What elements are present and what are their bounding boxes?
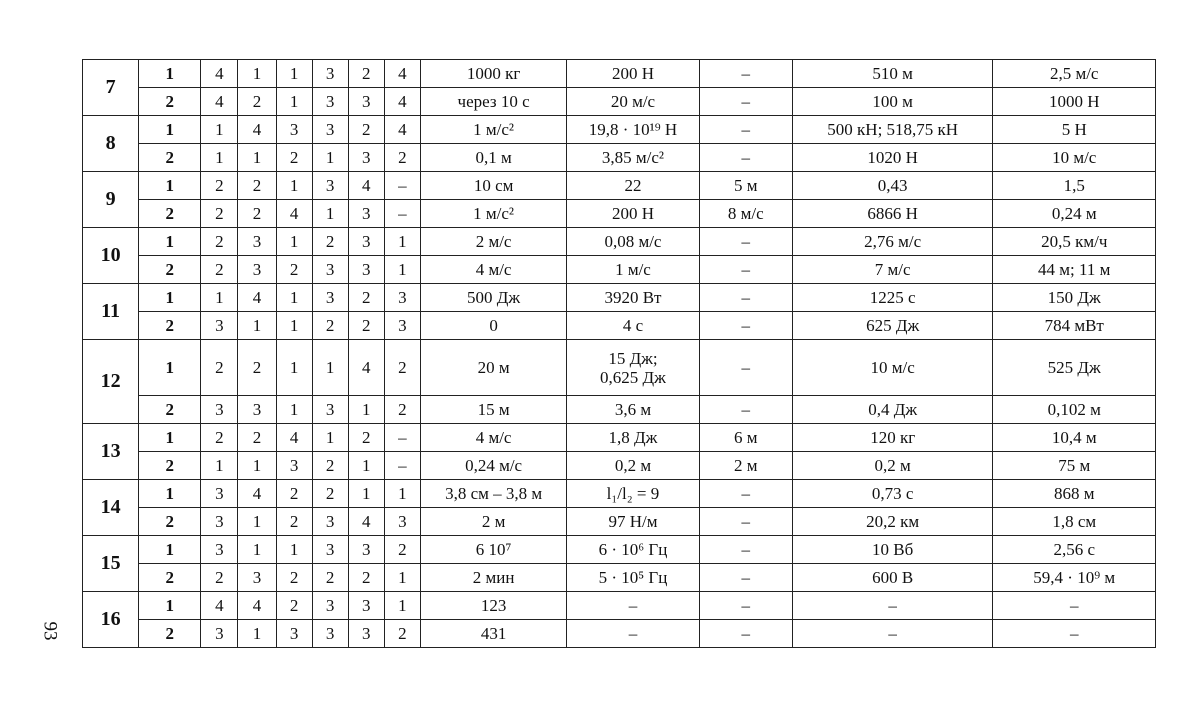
answer-value-cell: l₁/l₂ = 9 <box>567 480 699 508</box>
table-row <box>83 340 1156 396</box>
answer-value-cell: 5 · 10⁵ Гц <box>567 564 699 592</box>
choice-answer-cell: 3 <box>384 508 420 536</box>
choice-answer-cell: 2 <box>312 480 348 508</box>
table-row <box>83 256 1156 284</box>
answer-value-cell: 431 <box>420 620 566 648</box>
choice-answer-cell: – <box>384 200 420 228</box>
choice-answer-cell: 4 <box>201 88 238 116</box>
variant-number: 15 <box>83 536 139 592</box>
choice-answer-cell: 2 <box>201 424 238 452</box>
answer-value-cell: 2,56 с <box>993 536 1156 564</box>
answer-value-cell: 0,1 м <box>420 144 566 172</box>
answer-value-cell: – <box>567 620 699 648</box>
table-row <box>83 480 1156 508</box>
answer-value-cell: 0,2 м <box>567 452 699 480</box>
answer-value-cell: 6 м <box>699 424 792 452</box>
answer-value-cell: 10,4 м <box>993 424 1156 452</box>
choice-answer-cell: 3 <box>312 284 348 312</box>
table-row <box>83 620 1156 648</box>
choice-answer-cell: 2 <box>201 340 238 396</box>
answer-value-cell: – <box>699 284 792 312</box>
variant-number: 8 <box>83 116 139 172</box>
choice-answer-cell: 3 <box>348 620 384 648</box>
choice-answer-cell: 2 <box>201 200 238 228</box>
choice-answer-cell: 1 <box>238 508 276 536</box>
variant-number: 16 <box>83 592 139 648</box>
choice-answer-cell: 1 <box>312 200 348 228</box>
choice-answer-cell: 2 <box>201 564 238 592</box>
choice-answer-cell: 1 <box>238 620 276 648</box>
answer-value-cell: 120 кг <box>792 424 993 452</box>
answer-value-cell: – <box>567 592 699 620</box>
choice-answer-cell: 2 <box>384 396 420 424</box>
choice-answer-cell: 3 <box>312 536 348 564</box>
choice-answer-cell: 2 <box>384 620 420 648</box>
answer-value-cell: – <box>699 116 792 144</box>
choice-answer-cell: 4 <box>201 60 238 88</box>
answer-value-cell: 20 м/с <box>567 88 699 116</box>
choice-answer-cell: 2 <box>348 312 384 340</box>
answer-value-cell: 1,8 Дж <box>567 424 699 452</box>
choice-answer-cell: 4 <box>384 88 420 116</box>
answer-value-cell: 10 Вб <box>792 536 993 564</box>
table-row <box>83 564 1156 592</box>
table-row <box>83 312 1156 340</box>
choice-answer-cell: 2 <box>238 424 276 452</box>
choice-answer-cell: – <box>384 452 420 480</box>
choice-answer-cell: 1 <box>384 228 420 256</box>
answer-value-cell: – <box>792 592 993 620</box>
choice-answer-cell: 1 <box>276 172 312 200</box>
answer-value-cell: 0,102 м <box>993 396 1156 424</box>
choice-answer-cell: 1 <box>201 452 238 480</box>
table-row <box>83 116 1156 144</box>
subvariant-number: 1 <box>139 480 201 508</box>
table-row <box>83 284 1156 312</box>
answer-value-cell: 3,8 см – 3,8 м <box>420 480 566 508</box>
choice-answer-cell: 1 <box>238 536 276 564</box>
choice-answer-cell: 3 <box>312 620 348 648</box>
choice-answer-cell: 2 <box>201 228 238 256</box>
choice-answer-cell: 4 <box>384 60 420 88</box>
answer-value-cell: 0,4 Дж <box>792 396 993 424</box>
answer-value-cell: 1 м/с² <box>420 116 566 144</box>
choice-answer-cell: 4 <box>348 340 384 396</box>
choice-answer-cell: 3 <box>201 480 238 508</box>
answer-value-cell: 200 Н <box>567 60 699 88</box>
choice-answer-cell: 1 <box>276 60 312 88</box>
choice-answer-cell: 2 <box>348 564 384 592</box>
choice-answer-cell: 1 <box>238 312 276 340</box>
answer-value-cell: – <box>699 620 792 648</box>
answer-value-cell: 19,8 · 10¹⁹ Н <box>567 116 699 144</box>
answer-value-cell: 0 <box>420 312 566 340</box>
subvariant-number: 2 <box>139 452 201 480</box>
answer-value-cell: 1,5 <box>993 172 1156 200</box>
answer-value-cell: 1 м/с² <box>420 200 566 228</box>
answer-value-cell: 20,5 км/ч <box>993 228 1156 256</box>
table-row <box>83 536 1156 564</box>
choice-answer-cell: 2 <box>384 340 420 396</box>
choice-answer-cell: 2 <box>312 564 348 592</box>
subvariant-number: 1 <box>139 228 201 256</box>
choice-answer-cell: 2 <box>276 508 312 536</box>
answer-value-cell: 20,2 км <box>792 508 993 536</box>
choice-answer-cell: 3 <box>312 172 348 200</box>
choice-answer-cell: 3 <box>384 284 420 312</box>
choice-answer-cell: 2 <box>276 144 312 172</box>
choice-answer-cell: 3 <box>312 508 348 536</box>
answer-value-cell: 1 м/с <box>567 256 699 284</box>
choice-answer-cell: 3 <box>312 592 348 620</box>
answer-value-cell: 2 мин <box>420 564 566 592</box>
answer-value-cell: 4 м/с <box>420 424 566 452</box>
choice-answer-cell: 1 <box>276 88 312 116</box>
choice-answer-cell: 1 <box>276 536 312 564</box>
subvariant-number: 2 <box>139 200 201 228</box>
answer-value-cell: 6 10⁷ <box>420 536 566 564</box>
choice-answer-cell: 4 <box>384 116 420 144</box>
choice-answer-cell: 1 <box>238 452 276 480</box>
answer-value-cell: 2 м <box>699 452 792 480</box>
answer-value-cell: – <box>792 620 993 648</box>
choice-answer-cell: 2 <box>238 200 276 228</box>
answer-value-cell: 5 Н <box>993 116 1156 144</box>
choice-answer-cell: 1 <box>276 340 312 396</box>
answer-value-cell: 868 м <box>993 480 1156 508</box>
answer-value-cell: 2 м/с <box>420 228 566 256</box>
answer-value-cell: 2,76 м/с <box>792 228 993 256</box>
choice-answer-cell: 4 <box>238 592 276 620</box>
choice-answer-cell: 3 <box>276 452 312 480</box>
answer-value-cell: – <box>699 508 792 536</box>
variant-number: 11 <box>83 284 139 340</box>
variant-number: 10 <box>83 228 139 284</box>
page-number: 93 <box>39 621 61 641</box>
answer-value-cell: 0,2 м <box>792 452 993 480</box>
table-row <box>83 396 1156 424</box>
answer-value-cell: – <box>699 536 792 564</box>
answer-value-cell: 784 мВт <box>993 312 1156 340</box>
choice-answer-cell: 2 <box>348 60 384 88</box>
choice-answer-cell: 3 <box>348 144 384 172</box>
subvariant-number: 2 <box>139 396 201 424</box>
subvariant-number: 2 <box>139 508 201 536</box>
choice-answer-cell: 1 <box>276 284 312 312</box>
table-row <box>83 144 1156 172</box>
answer-value-cell: 1020 Н <box>792 144 993 172</box>
choice-answer-cell: 2 <box>276 256 312 284</box>
answer-value-cell: 10 м/с <box>993 144 1156 172</box>
subvariant-number: 2 <box>139 88 201 116</box>
choice-answer-cell: 2 <box>201 172 238 200</box>
choice-answer-cell: 4 <box>348 508 384 536</box>
choice-answer-cell: 3 <box>201 396 238 424</box>
choice-answer-cell: 3 <box>348 88 384 116</box>
subvariant-number: 1 <box>139 284 201 312</box>
answer-value-cell: 625 Дж <box>792 312 993 340</box>
answer-value-cell: – <box>699 592 792 620</box>
answer-value-cell: 44 м; 11 м <box>993 256 1156 284</box>
choice-answer-cell: 2 <box>348 284 384 312</box>
table-row <box>83 228 1156 256</box>
subvariant-number: 1 <box>139 60 201 88</box>
choice-answer-cell: 4 <box>276 424 312 452</box>
choice-answer-cell: 3 <box>312 88 348 116</box>
choice-answer-cell: 3 <box>312 60 348 88</box>
table-row <box>83 88 1156 116</box>
choice-answer-cell: 3 <box>201 536 238 564</box>
answer-value-cell: 4 м/с <box>420 256 566 284</box>
answer-value-cell: 97 Н/м <box>567 508 699 536</box>
table-row <box>83 200 1156 228</box>
table-row <box>83 592 1156 620</box>
choice-answer-cell: 1 <box>201 144 238 172</box>
answer-value-cell: 1225 с <box>792 284 993 312</box>
variant-number: 7 <box>83 60 139 116</box>
choice-answer-cell: 4 <box>238 116 276 144</box>
choice-answer-cell: 3 <box>201 312 238 340</box>
choice-answer-cell: 3 <box>348 256 384 284</box>
variant-number: 14 <box>83 480 139 536</box>
choice-answer-cell: 1 <box>276 396 312 424</box>
answer-value-cell: 4 с <box>567 312 699 340</box>
subvariant-number: 2 <box>139 564 201 592</box>
answer-value-cell: 0,43 <box>792 172 993 200</box>
answers-table <box>82 59 1156 648</box>
answer-value-cell: 75 м <box>993 452 1156 480</box>
answer-value-cell: – <box>699 312 792 340</box>
subvariant-number: 1 <box>139 536 201 564</box>
choice-answer-cell: 3 <box>348 592 384 620</box>
answer-value-cell: 0,24 м/с <box>420 452 566 480</box>
choice-answer-cell: 3 <box>238 396 276 424</box>
answer-value-cell: 0,73 с <box>792 480 993 508</box>
answer-value-cell: 15 Дж; 0,625 Дж <box>567 340 699 396</box>
answer-value-cell: – <box>699 480 792 508</box>
variant-number: 12 <box>83 340 139 424</box>
answer-value-cell: – <box>699 396 792 424</box>
choice-answer-cell: 1 <box>384 480 420 508</box>
choice-answer-cell: 3 <box>312 256 348 284</box>
answer-value-cell: 2 м <box>420 508 566 536</box>
choice-answer-cell: 2 <box>348 116 384 144</box>
choice-answer-cell: 4 <box>238 480 276 508</box>
answer-value-cell: 5 м <box>699 172 792 200</box>
subvariant-number: 1 <box>139 592 201 620</box>
choice-answer-cell: 2 <box>201 256 238 284</box>
table-row <box>83 60 1156 88</box>
choice-answer-cell: 1 <box>312 424 348 452</box>
choice-answer-cell: 1 <box>201 116 238 144</box>
subvariant-number: 1 <box>139 424 201 452</box>
variant-number: 13 <box>83 424 139 480</box>
table-row <box>83 424 1156 452</box>
choice-answer-cell: 2 <box>312 312 348 340</box>
answer-value-cell: – <box>699 340 792 396</box>
answer-value-cell: 22 <box>567 172 699 200</box>
answer-value-cell: 525 Дж <box>993 340 1156 396</box>
choice-answer-cell: 1 <box>348 396 384 424</box>
choice-answer-cell: 3 <box>348 200 384 228</box>
choice-answer-cell: 1 <box>348 480 384 508</box>
answer-value-cell: 59,4 · 10⁹ м <box>993 564 1156 592</box>
choice-answer-cell: 2 <box>276 480 312 508</box>
choice-answer-cell: 3 <box>348 228 384 256</box>
choice-answer-cell: 1 <box>312 340 348 396</box>
choice-answer-cell: 2 <box>384 144 420 172</box>
answer-value-cell: 1000 Н <box>993 88 1156 116</box>
choice-answer-cell: 1 <box>384 256 420 284</box>
choice-answer-cell: 3 <box>238 564 276 592</box>
answer-value-cell: 7 м/с <box>792 256 993 284</box>
choice-answer-cell: 2 <box>348 424 384 452</box>
answer-value-cell: 15 м <box>420 396 566 424</box>
choice-answer-cell: 4 <box>201 592 238 620</box>
choice-answer-cell: 4 <box>238 284 276 312</box>
answer-value-cell: – <box>699 88 792 116</box>
subvariant-number: 2 <box>139 620 201 648</box>
choice-answer-cell: 1 <box>312 144 348 172</box>
answer-value-cell: 200 Н <box>567 200 699 228</box>
subvariant-number: 1 <box>139 116 201 144</box>
answer-value-cell: 6866 Н <box>792 200 993 228</box>
answer-value-cell: через 10 с <box>420 88 566 116</box>
answer-value-cell: 8 м/с <box>699 200 792 228</box>
answer-value-cell: – <box>699 564 792 592</box>
choice-answer-cell: 3 <box>312 396 348 424</box>
answer-value-cell: 100 м <box>792 88 993 116</box>
variant-number: 9 <box>83 172 139 228</box>
answer-value-cell: – <box>699 256 792 284</box>
choice-answer-cell: 1 <box>276 228 312 256</box>
choice-answer-cell: 3 <box>238 228 276 256</box>
choice-answer-cell: 3 <box>238 256 276 284</box>
table-row <box>83 452 1156 480</box>
subvariant-number: 1 <box>139 172 201 200</box>
choice-answer-cell: 1 <box>276 312 312 340</box>
answer-value-cell: – <box>699 144 792 172</box>
answer-value-cell: 1000 кг <box>420 60 566 88</box>
answer-value-cell: 0,08 м/с <box>567 228 699 256</box>
subvariant-number: 2 <box>139 312 201 340</box>
answer-value-cell: 3,6 м <box>567 396 699 424</box>
choice-answer-cell: 3 <box>201 508 238 536</box>
answer-value-cell: 3,85 м/с² <box>567 144 699 172</box>
choice-answer-cell: 3 <box>312 116 348 144</box>
answer-value-cell: – <box>993 620 1156 648</box>
choice-answer-cell: – <box>384 424 420 452</box>
choice-answer-cell: 2 <box>384 536 420 564</box>
choice-answer-cell: 3 <box>201 620 238 648</box>
choice-answer-cell: 3 <box>384 312 420 340</box>
choice-answer-cell: 1 <box>348 452 384 480</box>
choice-answer-cell: 4 <box>276 200 312 228</box>
choice-answer-cell: 2 <box>312 452 348 480</box>
choice-answer-cell: – <box>384 172 420 200</box>
choice-answer-cell: 3 <box>276 620 312 648</box>
answer-value-cell: 3920 Вт <box>567 284 699 312</box>
answer-value-cell: 1,8 см <box>993 508 1156 536</box>
answer-value-cell: 510 м <box>792 60 993 88</box>
answer-value-cell: 500 кН; 518,75 кН <box>792 116 993 144</box>
answer-value-cell: – <box>993 592 1156 620</box>
choice-answer-cell: 3 <box>348 536 384 564</box>
answer-value-cell: 6 · 10⁶ Гц <box>567 536 699 564</box>
choice-answer-cell: 2 <box>238 340 276 396</box>
answer-value-cell: – <box>699 60 792 88</box>
answer-value-cell: 0,24 м <box>993 200 1156 228</box>
choice-answer-cell: 2 <box>276 592 312 620</box>
choice-answer-cell: 2 <box>238 88 276 116</box>
answer-value-cell: 10 см <box>420 172 566 200</box>
subvariant-number: 2 <box>139 256 201 284</box>
choice-answer-cell: 2 <box>312 228 348 256</box>
answer-value-cell: 20 м <box>420 340 566 396</box>
table-row <box>83 172 1156 200</box>
choice-answer-cell: 1 <box>238 60 276 88</box>
subvariant-number: 1 <box>139 340 201 396</box>
choice-answer-cell: 2 <box>276 564 312 592</box>
choice-answer-cell: 3 <box>276 116 312 144</box>
table-row <box>83 508 1156 536</box>
choice-answer-cell: 1 <box>238 144 276 172</box>
choice-answer-cell: 1 <box>384 592 420 620</box>
answer-value-cell: 500 Дж <box>420 284 566 312</box>
choice-answer-cell: 2 <box>238 172 276 200</box>
choice-answer-cell: 1 <box>384 564 420 592</box>
answer-value-cell: 2,5 м/с <box>993 60 1156 88</box>
subvariant-number: 2 <box>139 144 201 172</box>
choice-answer-cell: 4 <box>348 172 384 200</box>
answer-value-cell: 600 В <box>792 564 993 592</box>
answer-value-cell: 150 Дж <box>993 284 1156 312</box>
choice-answer-cell: 1 <box>201 284 238 312</box>
answer-value-cell: 123 <box>420 592 566 620</box>
answer-value-cell: 10 м/с <box>792 340 993 396</box>
answer-value-cell: – <box>699 228 792 256</box>
